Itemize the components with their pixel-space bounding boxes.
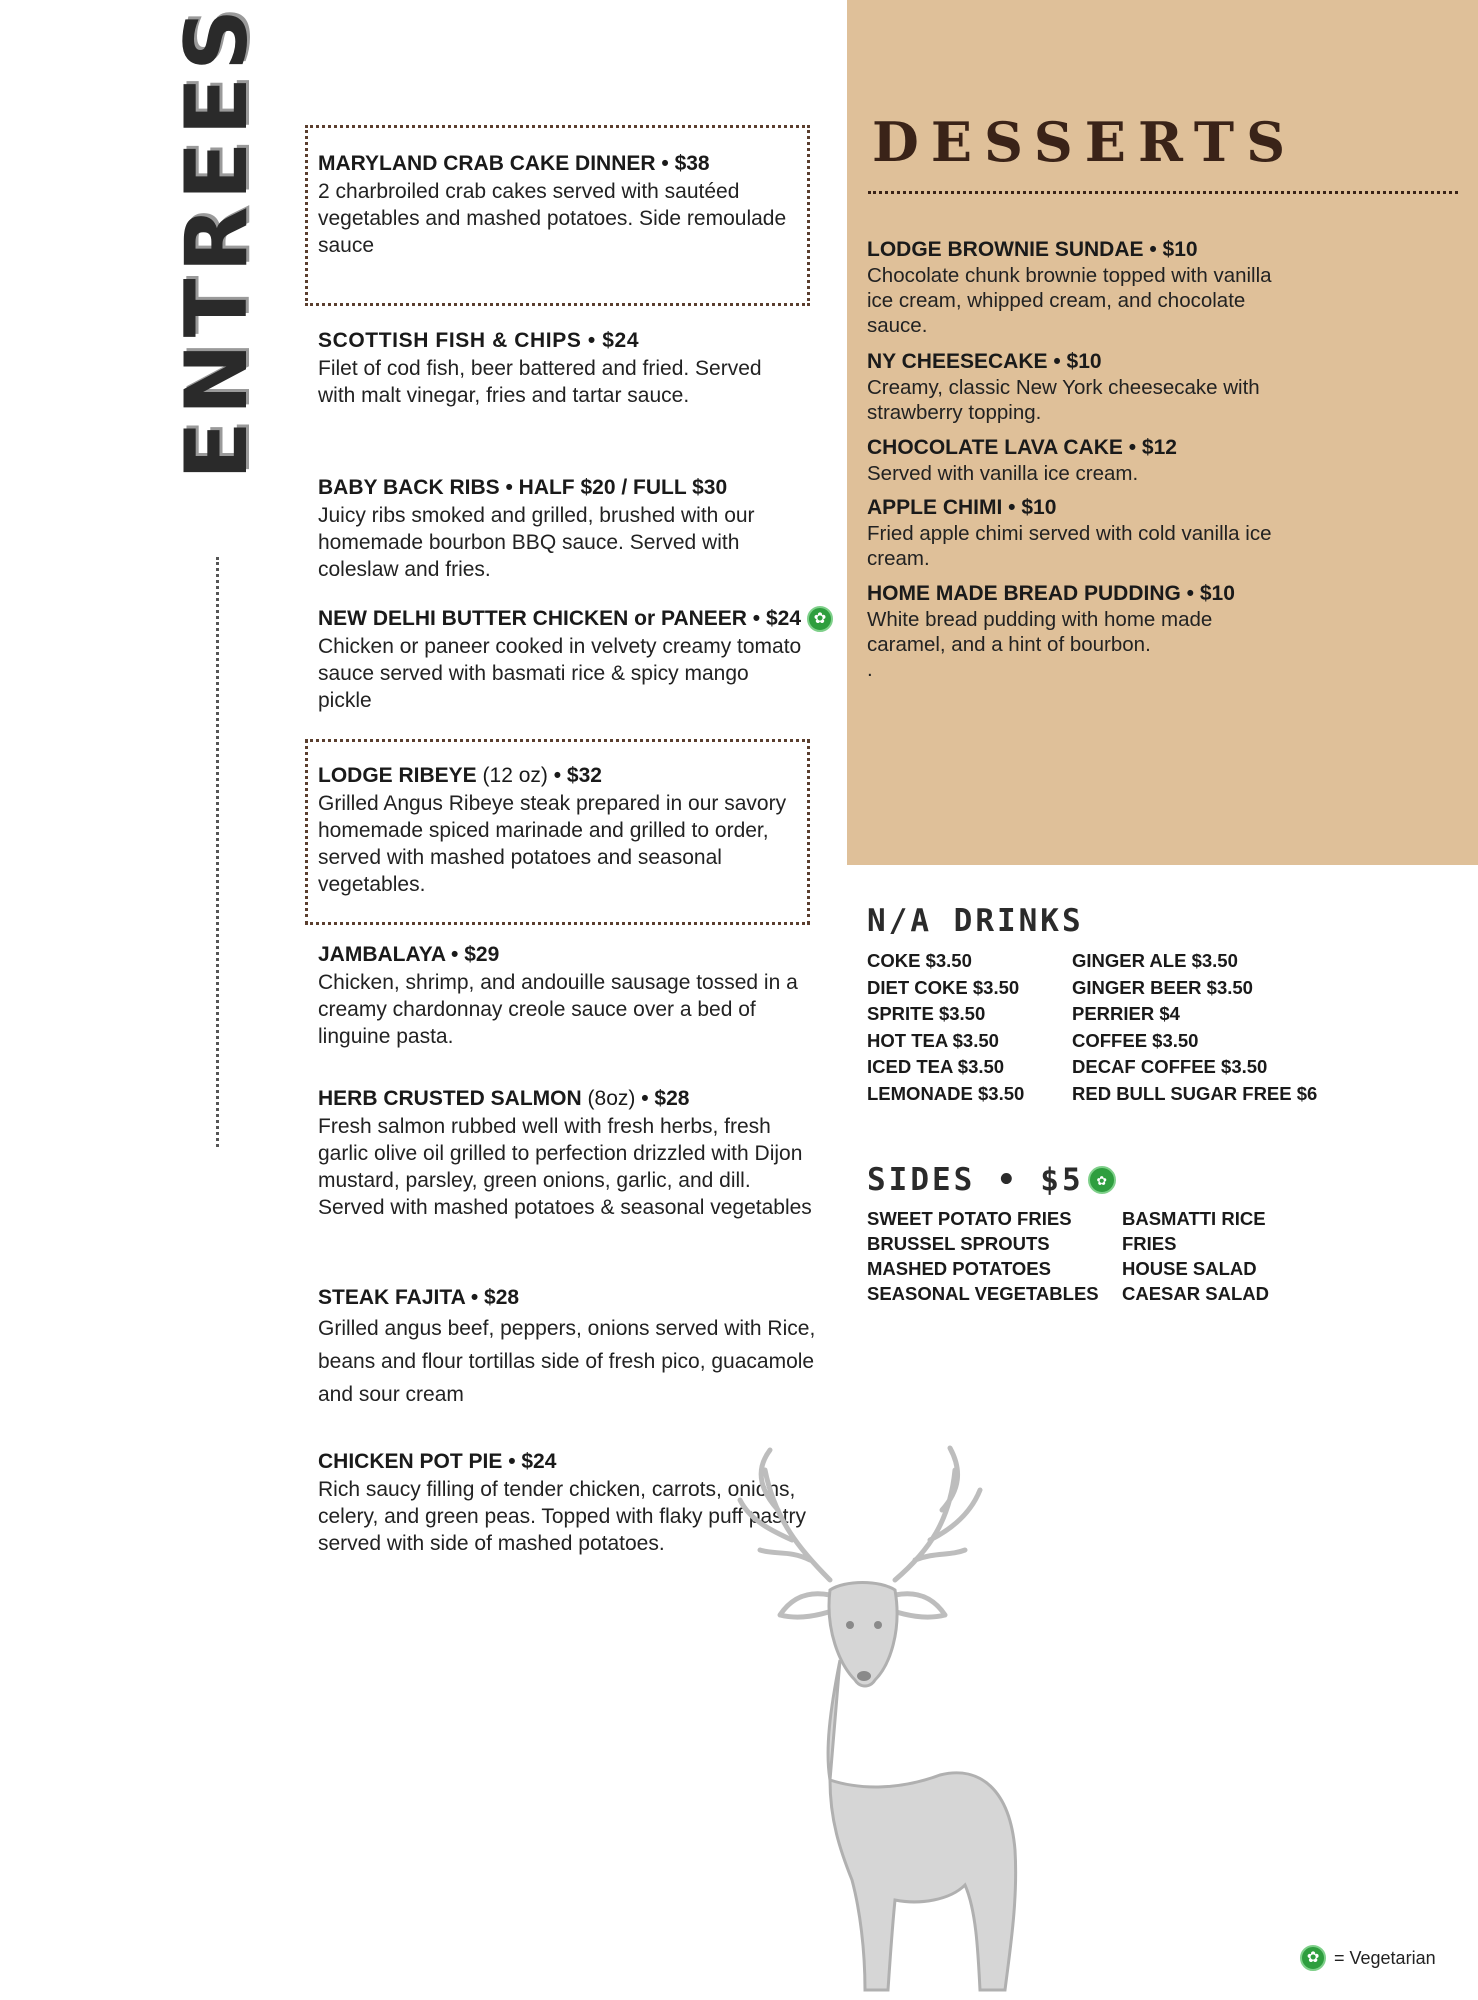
side-item: SEASONAL VEGETABLES [867,1283,1099,1304]
entree-title-price: • $32 [553,764,602,787]
dessert-description: Served with vanilla ice cream. [867,462,1139,485]
desserts-dotted-rule [868,191,1458,194]
entree-title-name: LODGE RIBEYE [318,764,477,787]
entree-title: SCOTTISH FISH & CHIPS • $24 [318,329,640,352]
sides-list-right [1122,1206,1269,1306]
entree-title-text: NEW DELHI BUTTER CHICKEN or PANEER • $24 [318,607,802,630]
vegetarian-leaf-icon: ✿ [1300,1945,1326,1971]
sides-heading-text: SIDES • $5 [867,1162,1084,1198]
entree-item [318,1085,828,1221]
dessert-title: HOME MADE BREAD PUDDING • $10 [867,582,1235,605]
dessert-description: Creamy, classic New York cheesecake with strawberry topping. [867,376,1260,424]
drink-item: HOT TEA $3.50 [867,1029,999,1051]
drink-item: LEMONADE $3.50 [867,1082,1025,1104]
dessert-title: APPLE CHIMI • $10 [867,496,1057,519]
dessert-item [867,236,1427,338]
dessert-item [867,580,1427,682]
deer-illustration [680,1430,1080,2000]
vegetarian-leaf-icon: ✿ [807,606,833,632]
sides-list-left [867,1206,1099,1306]
drink-item: GINGER ALE $3.50 [1072,950,1238,971]
entree-description: Filet of cod fish, beer battered and fried. Served with malt vinegar, fries and tartar sauce. [318,357,762,407]
dessert-description: White bread pudding with home made caramel, and a hint of bourbon. [867,608,1213,656]
entree-description: Fresh salmon rubbed well with fresh herbs, fresh garlic olive oil grilled to perfection drizzled with Dijon mustard, parsley, green onions, garlic, and dill. Served with mashed potatoes & seasonal vegetables [318,1115,812,1219]
entree-item [318,941,828,1050]
side-item: BASMATTI RICE [1122,1208,1266,1229]
side-item: SWEET POTATO FRIES [867,1208,1072,1229]
entree-title: CHICKEN POT PIE • $24 [318,1450,557,1473]
entree-item [318,150,828,259]
entree-item [318,1284,828,1411]
dessert-item [867,494,1427,571]
drink-item: PERRIER $4 [1072,1003,1180,1024]
entree-item [318,605,828,714]
entree-title: BABY BACK RIBS • HALF $20 / FULL $30 [318,476,728,499]
drink-item: RED BULL SUGAR FREE $6 [1072,1082,1318,1104]
dessert-description: Fried apple chimi served with cold vanilla ice cream. [867,522,1272,570]
entrees-dotted-divider [216,557,219,1147]
desserts-heading: DESSERTS [872,110,1298,174]
entree-title-name: HERB CRUSTED SALMON [318,1087,582,1110]
entree-description: Chicken, shrimp, and andouille sausage tossed in a creamy chardonnay creole sauce over a bed of linguine pasta. [318,971,798,1048]
drink-item: GINGER BEER $3.50 [1072,976,1253,998]
vegetarian-leaf-icon: ✿ [1088,1166,1116,1194]
dessert-description: Chocolate chunk brownie topped with vanilla ice cream, whipped cream, and chocolate sauce. [867,264,1272,337]
entree-title: STEAK FAJITA • $28 [318,1286,520,1309]
drinks-heading: N/A DRINKS [867,903,1084,939]
dessert-title: NY CHEESECAKE • $10 [867,350,1102,373]
entree-title [318,605,828,633]
drinks-list-right [1072,948,1317,1107]
entree-description: Chicken or paneer cooked in velvety creamy tomato sauce served with basmati rice & spicy mango pickle [318,635,802,712]
entree-description: Juicy ribs smoked and grilled, brushed with our homemade bourbon BBQ sauce. Served with coleslaw and fries. [318,504,755,581]
entree-title [318,1085,828,1113]
drink-item: COFFEE $3.50 [1072,1029,1199,1051]
side-item: BRUSSEL SPROUTS [867,1233,1050,1254]
dessert-title: CHOCOLATE LAVA CAKE • $12 [867,436,1177,459]
drink-item: ICED TEA $3.50 [867,1056,1005,1077]
dessert-trailing-mark: . [867,658,873,681]
side-item: MASHED POTATOES [867,1258,1051,1279]
drinks-list-left [867,948,1024,1107]
drink-item: DIET COKE $3.50 [867,976,1020,998]
dessert-item [867,348,1427,425]
entree-title-price: • $28 [641,1087,690,1110]
entree-description: Rich saucy filling of tender chicken, carrots, onions, celery, and green peas. Topped with flaky puff pastry served with side of mashed potatoes. [318,1478,806,1555]
legend-label: = Vegetarian [1334,1947,1436,1968]
entrees-heading: ENTREES [167,2,267,480]
entree-title: MARYLAND CRAB CAKE DINNER • $38 [318,152,710,175]
entree-item [318,474,828,583]
sides-heading [867,1162,1116,1198]
side-item: FRIES [1122,1233,1177,1254]
entree-description: Grilled Angus Ribeye steak prepared in our savory homemade spiced marinade and grilled to order, served with mashed potatoes and seasonal vegetables. [318,792,787,896]
entree-title [318,762,828,790]
entree-title-size: (12 oz) [482,764,548,787]
vegetarian-legend [1300,1945,1436,1971]
entree-description: 2 charbroiled crab cakes served with sautéed vegetables and mashed potatoes. Side remoulade sauce [318,180,787,257]
entree-title-size: (8oz) [587,1087,636,1110]
drink-item: COKE $3.50 [867,950,972,971]
entree-title: JAMBALAYA • $29 [318,943,500,966]
dessert-title: LODGE BROWNIE SUNDAE • $10 [867,238,1198,261]
drink-item: DECAF COFFEE $3.50 [1072,1056,1268,1077]
entree-item [318,327,828,409]
side-item: HOUSE SALAD [1122,1258,1257,1279]
entree-description: Grilled angus beef, peppers, onions served with Rice, beans and flour tortillas side of fresh pico, guacamole and sour cream [318,1317,816,1406]
entree-item [318,762,828,898]
dessert-item [867,434,1427,486]
side-item: CAESAR SALAD [1122,1283,1269,1304]
drink-item: SPRITE $3.50 [867,1003,986,1024]
